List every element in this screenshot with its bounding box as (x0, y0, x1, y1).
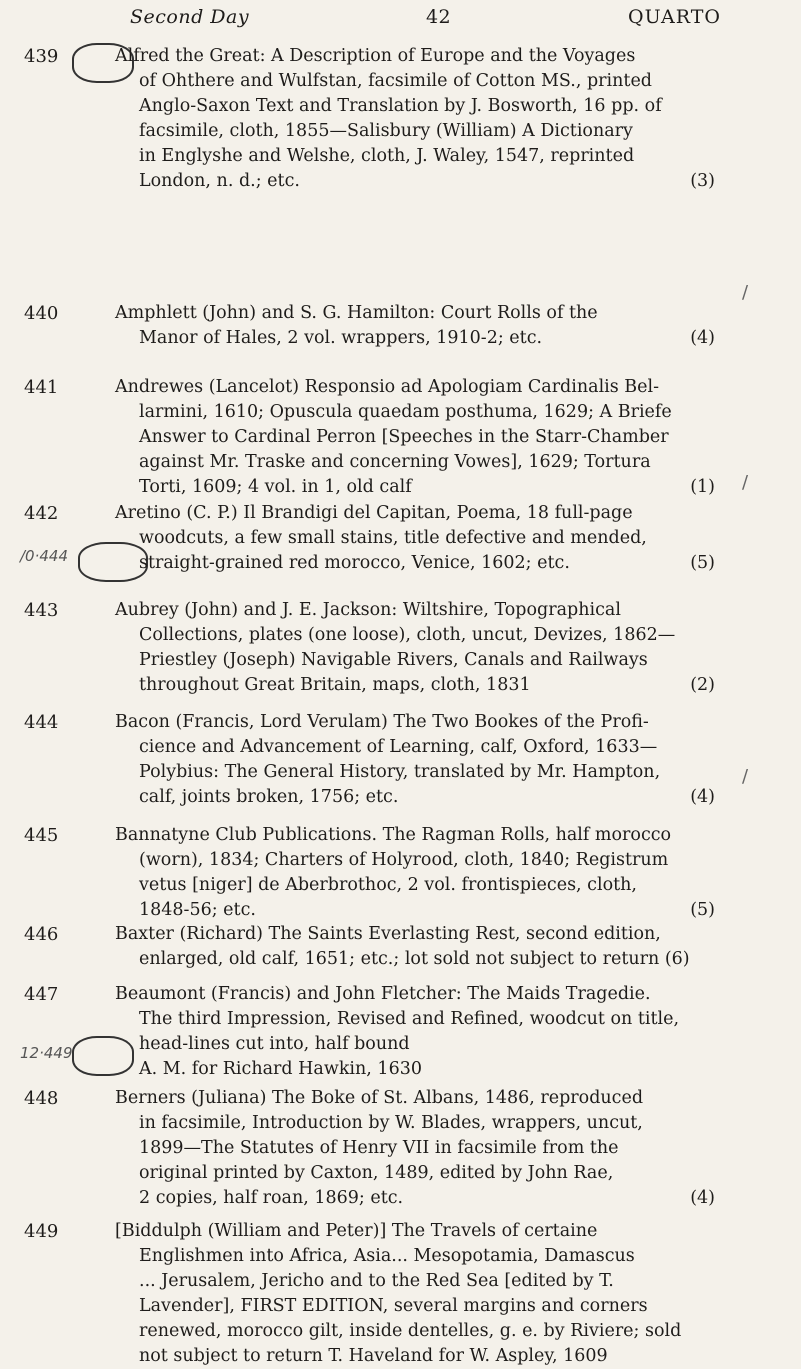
lot-line: larmini, 1610; Opuscula quaedam posthuma, 1629; A Briefe (139, 402, 672, 422)
lot-count: (4) (690, 328, 715, 348)
page-header (130, 6, 721, 28)
lot-line: Collections, plates (one loose), cloth, uncut, Devizes, 1862— (139, 625, 676, 645)
lot-count: (5) (690, 900, 715, 920)
lot-entry (24, 375, 715, 500)
lot-entry (24, 1219, 715, 1369)
lot-line: straight-grained red morocco, Venice, 1602; etc. (5) (115, 551, 715, 576)
lot-line: Anglo-Saxon Text and Translation by J. Bosworth, 16 pp. of (139, 96, 662, 116)
lot-line: Polybius: The General History, translated by Mr. Hampton, (139, 762, 661, 782)
lot-line: enlarged, old calf, 1651; etc.; lot sold not subject to return (6) (139, 949, 690, 969)
handwritten-price-444: /0·444 (20, 547, 68, 565)
lot-line: Answer to Cardinal Perron [Speeches in the Starr-Chamber (139, 427, 669, 447)
lot-line: Aubrey (John) and J. E. Jackson: Wiltshire, Topographical (115, 600, 621, 620)
lot-line: [Biddulph (William and Peter)] The Travels of certaine (115, 1221, 598, 1241)
lot-line: Englishmen into Africa, Asia... Mesopotamia, Damascus (139, 1246, 635, 1266)
lot-line: not subject to return T. Haveland for W. Aspley, 1609 (139, 1346, 608, 1366)
lot-line: 1848-56; etc. (5) (115, 898, 715, 923)
lot-line: Bannatyne Club Publications. The Ragman Rolls, half morocco (115, 825, 672, 845)
lot-number: 440 (24, 303, 59, 324)
lot-count: (3) (690, 171, 715, 191)
lot-line: London, n. d.; etc. (3) (115, 169, 715, 194)
lot-number: 443 (24, 600, 59, 621)
lot-count: (5) (690, 553, 715, 573)
lot-line: calf, joints broken, 1756; etc. (4) (115, 785, 715, 810)
lot-entry (24, 922, 715, 972)
lot-line: original printed by Caxton, 1489, edited by John Rae, (139, 1163, 614, 1183)
margin-mark: / (742, 766, 749, 787)
lot-count: (4) (690, 787, 715, 807)
lot-number: 445 (24, 825, 59, 846)
lot-line: Berners (Juliana) The Boke of St. Albans, 1486, reproduced (115, 1088, 644, 1108)
lot-line: Baxter (Richard) The Saints Everlasting Rest, second edition, (115, 924, 661, 944)
lot-line: Amphlett (John) and S. G. Hamilton: Court Rolls of the (115, 303, 598, 323)
lot-line: renewed, morocco gilt, inside dentelles, g. e. by Riviere; sold (139, 1321, 682, 1341)
lot-number: 448 (24, 1088, 59, 1109)
lot-number: 447 (24, 984, 59, 1005)
header-left: Second Day (130, 6, 250, 28)
lot-entry (24, 1086, 715, 1211)
lot-line: A. M. for Richard Hawkin, 1630 (139, 1059, 422, 1079)
lot-entry (24, 710, 715, 810)
lot-line: Aretino (C. P.) Il Brandigi del Capitan, Poema, 18 full-page (115, 503, 633, 523)
lot-line: vetus [niger] de Aberbrothoc, 2 vol. frontispieces, cloth, (139, 875, 637, 895)
lot-line: Torti, 1609; 4 vol. in 1, old calf (1) (115, 475, 715, 500)
margin-mark: / (742, 472, 749, 493)
margin-mark: / (742, 282, 749, 303)
lot-line: ... Jerusalem, Jericho and to the Red Sea [edited by T. (139, 1271, 614, 1291)
lot-entry (24, 598, 715, 698)
lot-line: Bacon (Francis, Lord Verulam) The Two Bookes of the Profi- (115, 712, 649, 732)
lot-count: (2) (690, 675, 715, 695)
lot-line: against Mr. Traske and concerning Vowes], 1629; Tortura (139, 452, 651, 472)
lot-count: (4) (690, 1188, 715, 1208)
lot-line: woodcuts, a few small stains, title defective and mended, (139, 528, 647, 548)
lot-line: in facsimile, Introduction by W. Blades, wrappers, uncut, (139, 1113, 643, 1133)
lot-line: Andrewes (Lancelot) Responsio ad Apologiam Cardinalis Bel- (115, 377, 660, 397)
lot-number: 439 (24, 46, 59, 67)
lot-line: Alfred the Great: A Description of Europe and the Voyages (115, 46, 636, 66)
lot-number: 449 (24, 1221, 59, 1242)
lot-entry (24, 44, 715, 194)
lot-line: in Englyshe and Welshe, cloth, J. Waley, 1547, reprinted (139, 146, 635, 166)
lot-count: (1) (690, 477, 715, 497)
lot-line: Manor of Hales, 2 vol. wrappers, 1910-2; etc. (4) (115, 326, 715, 351)
lot-number: 442 (24, 503, 59, 524)
lot-number: 441 (24, 377, 59, 398)
lot-line: cience and Advancement of Learning, calf, Oxford, 1633— (139, 737, 658, 757)
lot-line: throughout Great Britain, maps, cloth, 1831 (2) (115, 673, 715, 698)
lot-line: Beaumont (Francis) and John Fletcher: The Maids Tragedie. (115, 984, 651, 1004)
lot-line: (worn), 1834; Charters of Holyrood, cloth, 1840; Registrum (139, 850, 669, 870)
lot-number: 446 (24, 924, 59, 945)
lot-line: 2 copies, half roan, 1869; etc. (4) (115, 1186, 715, 1211)
lot-line: 1899—The Statutes of Henry VII in facsimile from the (139, 1138, 619, 1158)
lot-line: Lavender], FIRST EDITION, several margins and corners (139, 1296, 648, 1316)
page-number: 42 (425, 6, 452, 28)
lot-number: 444 (24, 712, 59, 733)
lot-line: head-lines cut into, half bound (139, 1034, 410, 1054)
header-right: QUARTO (628, 6, 721, 28)
lot-line: Priestley (Joseph) Navigable Rivers, Canals and Railways (139, 650, 648, 670)
lot-line: of Ohthere and Wulfstan, facsimile of Cotton MS., printed (139, 71, 653, 91)
lot-entry (24, 301, 715, 351)
lot-line: facsimile, cloth, 1855—Salisbury (William) A Dictionary (139, 121, 633, 141)
lot-entry (24, 823, 715, 923)
handwritten-price-449: 12·449 (20, 1044, 73, 1062)
lot-line: The third Impression, Revised and Refined, woodcut on title, (139, 1009, 680, 1029)
